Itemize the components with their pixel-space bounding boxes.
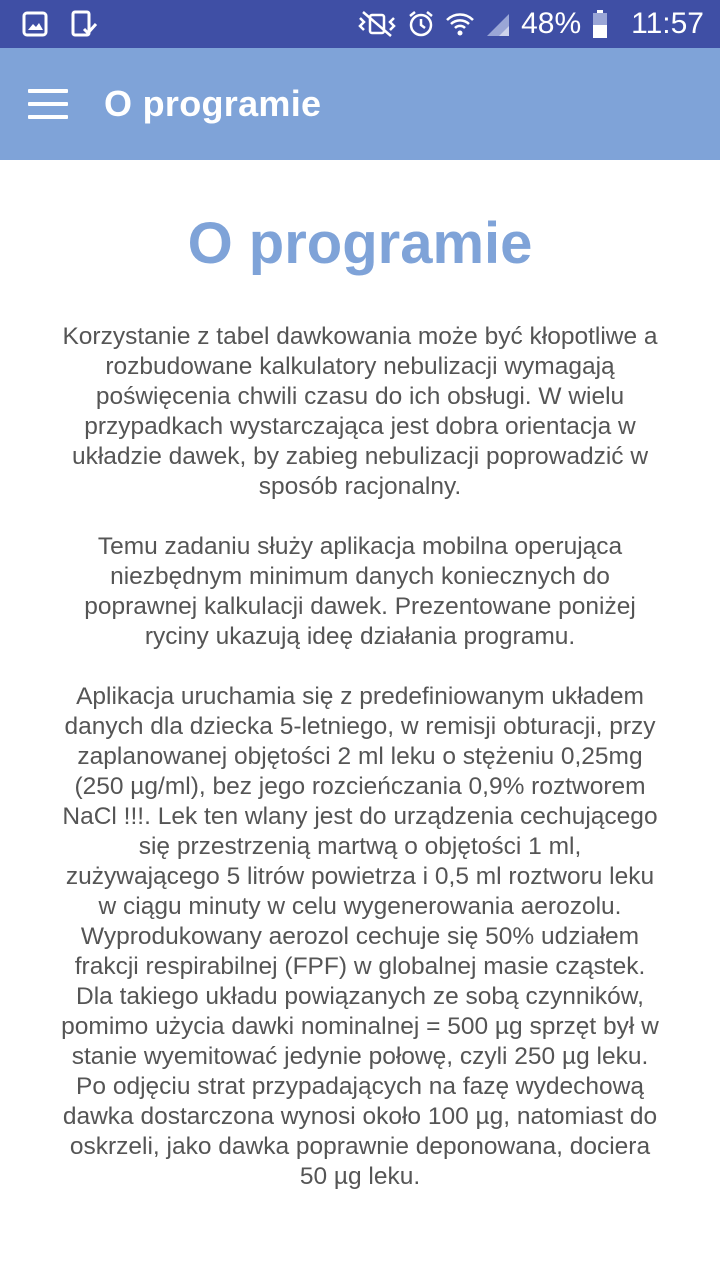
signal-icon <box>485 10 511 38</box>
content-area <box>0 160 720 1192</box>
tablet-check-icon <box>70 10 98 38</box>
image-icon <box>22 11 48 37</box>
app-bar-title: O programie <box>104 83 322 124</box>
wifi-icon <box>445 10 475 38</box>
page-heading: O programie <box>187 211 533 276</box>
paragraph-intro: Korzystanie z tabel dawkowania może być kłopotliwe a rozbudowane kalkulatory nebulizacji wymagają poświęcenia chwili czasu do ich obsługi. W wielu przypadkach wystarczająca jest dobra orientacja w układzie dawek, by zabieg nebulizacji poprowadzić w sposób racjonalny. <box>62 323 658 500</box>
status-right-icons <box>357 0 720 48</box>
alarm-icon <box>407 10 435 38</box>
battery-percentage: 48% <box>521 7 582 40</box>
battery-icon <box>591 9 609 39</box>
paragraph-purpose: Temu zadaniu służy aplikacja mobilna operująca niezbędnym minimum danych koniecznych do poprawnej kalkulacji dawek. Prezentowane poniżej ryciny ukazują ideę działania programu. <box>84 533 636 650</box>
status-left-icons <box>0 10 98 38</box>
clock: 11:57 <box>631 7 704 40</box>
app-bar <box>0 48 720 160</box>
status-bar <box>0 0 720 48</box>
vibrate-mute-icon <box>357 10 397 38</box>
hamburger-menu-icon[interactable] <box>28 89 68 119</box>
paragraph-example: Aplikacja uruchamia się z predefiniowanym układem danych dla dziecka 5-letniego, w remisji obturacji, przy zaplanowanej objętości 2 ml leku o stężeniu 0,25mg (250 µg/ml), bez jego rozcieńczania 0,9% roztworem NaCl !!!. Lek ten wlany jest do urządzenia cechującego się przestrzenią martwą o objętości 1 ml, zużywającego 5 litrów powietrza i 0,5 ml roztworu leku w ciągu minuty w celu wygenerowania aerozolu. Wyprodukowany aerozol cechuje się 50% udziałem frakcji respirabilnej (FPF) w globalnej masie cząstek. Dla takiego układu powiązanych ze sobą czynników, pomimo użycia dawki nominalnej = 500 µg sprzęt był w stanie wyemitować jedynie połowę, czyli 250 µg leku. Po odjęciu strat przypadających na fazę wydechową dawka dostarczona wynosi około 100 µg, natomiast do oskrzeli, jako dawka poprawnie deponowana, dociera 50 µg leku. <box>61 683 659 1190</box>
